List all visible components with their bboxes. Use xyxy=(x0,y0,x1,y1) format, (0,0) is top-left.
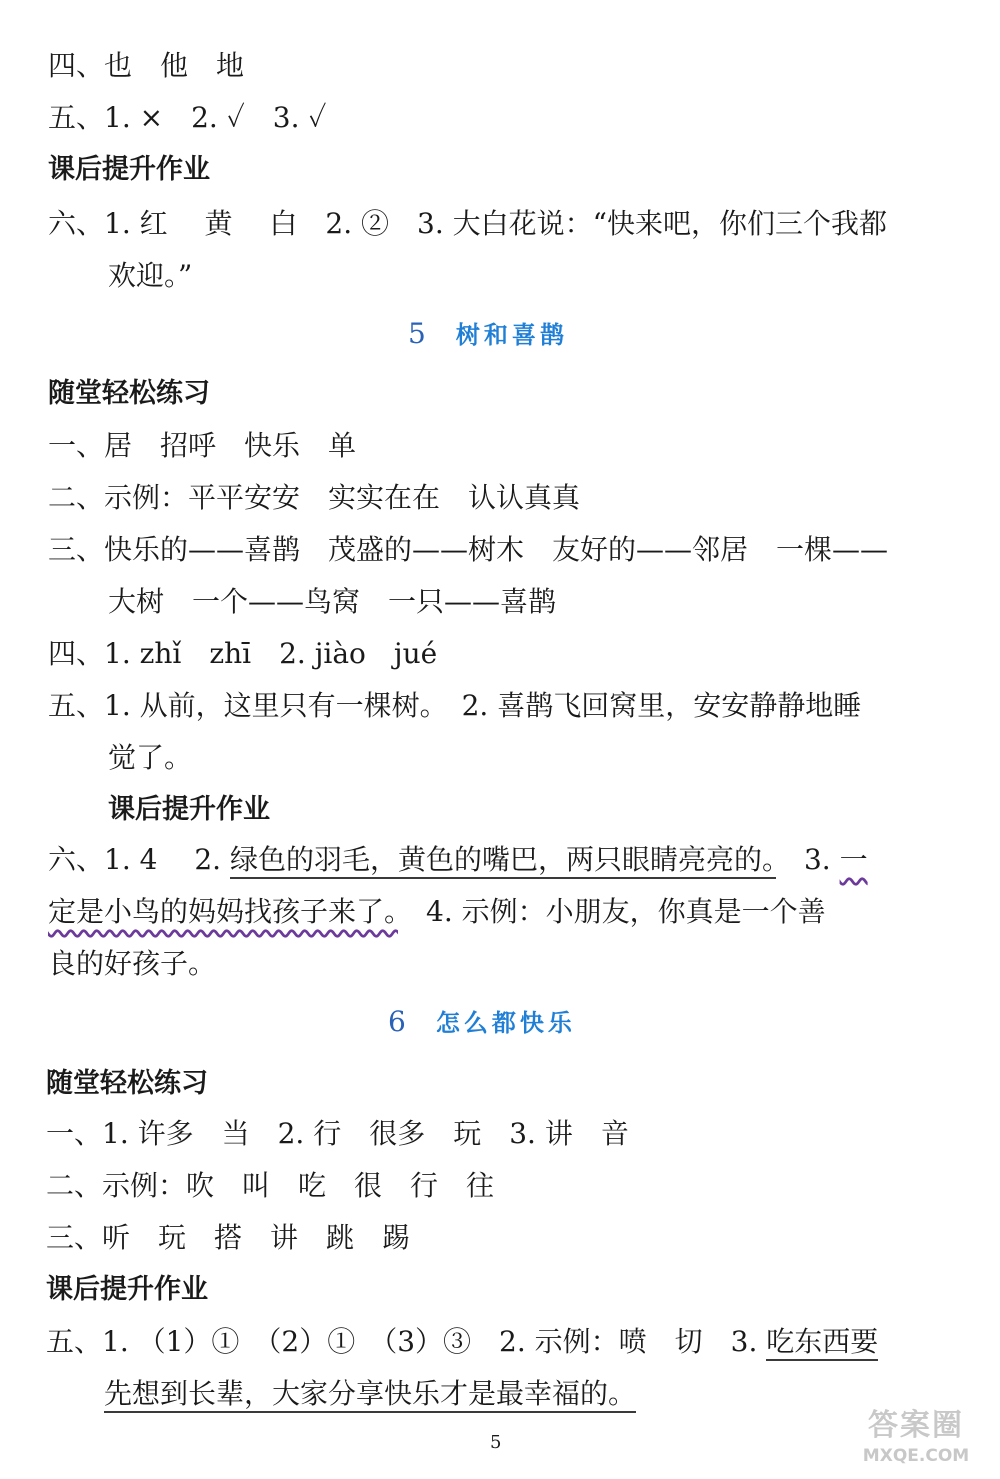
wavy-underlined-answer: 一 xyxy=(839,843,868,876)
lesson-name: 树和喜鹊 xyxy=(455,321,568,349)
section-heading-practice: 随堂轻松练习 xyxy=(48,378,210,409)
answer-line-wu-2-cont: 觉了。 xyxy=(108,741,193,774)
text-segment: 4. 示例：小朋友，你真是一个善 xyxy=(398,895,826,928)
answer-line-liu-cont: 欢迎。” xyxy=(108,259,193,292)
answer-line-wu-3 xyxy=(46,1322,960,1362)
watermark-url: MXQE.COM xyxy=(862,1446,970,1466)
section-heading-practice-2: 随堂轻松练习 xyxy=(46,1068,208,1099)
answer-line-yi-2: 一、1. 许多 当 2. 行 很多 玩 3. 讲 音 xyxy=(46,1117,629,1150)
lesson-number: 5 xyxy=(408,317,426,350)
underlined-answer: 先想到长辈，大家分享快乐才是最幸福的。 xyxy=(104,1377,636,1413)
text-segment: 五、1. （1）① （2）① （3）③ 2. 示例：喷 切 3. xyxy=(46,1325,767,1358)
answer-line-wu-3-cont xyxy=(104,1374,960,1414)
wavy-underlined-answer: 定是小鸟的妈妈找孩子来了。 xyxy=(48,895,399,928)
watermark-logo xyxy=(846,1408,986,1474)
answer-line-wu-2: 五、1. 从前，这里只有一棵树。 2. 喜鹊飞回窝里，安安静静地睡 xyxy=(48,689,862,722)
page-number: 5 xyxy=(490,1432,502,1453)
lesson-title-6 xyxy=(388,1002,576,1043)
section-heading-homework-2: 课后提升作业 xyxy=(108,794,270,825)
underlined-answer: 绿色的羽毛，黄色的嘴巴，两只眼睛亮亮的。 xyxy=(230,843,776,879)
answer-line-liu-2-end: 良的好孩子。 xyxy=(48,947,217,980)
answer-line-yi: 一、居 招呼 快乐 单 xyxy=(48,429,357,462)
answer-line-si: 四、也 他 地 xyxy=(48,49,245,82)
answer-line-liu-2-cont xyxy=(48,892,960,932)
answer-line-san: 三、快乐的——喜鹊 茂盛的——树木 友好的——邻居 一棵—— xyxy=(48,533,889,566)
answer-line-si-pinyin: 四、1. zhǐ zhī 2. jiào jué xyxy=(48,637,438,670)
answer-line-liu: 六、1. 红 黄 白 2. ② 3. 大白花说：“快来吧，你们三个我都 xyxy=(48,207,887,240)
answer-line-san-2: 三、听 玩 搭 讲 跳 踢 xyxy=(46,1221,411,1254)
section-heading-homework: 课后提升作业 xyxy=(48,154,210,185)
underlined-answer: 吃东西要 xyxy=(766,1325,878,1361)
watermark-text: 答案圈 xyxy=(868,1408,964,1443)
answer-line-liu-2 xyxy=(48,840,960,880)
text-segment: 3. xyxy=(775,843,840,876)
answer-line-er: 二、示例：平平安安 实实在在 认认真真 xyxy=(48,481,581,514)
answer-line-er-2: 二、示例：吹 叫 吃 很 行 往 xyxy=(46,1169,495,1202)
text-segment: 六、1. 4 2. xyxy=(48,843,230,876)
lesson-title-5 xyxy=(408,314,568,355)
answer-line-wu: 五、1. × 2. ✓ 3. ✓ xyxy=(48,101,327,134)
lesson-name: 怎么都快乐 xyxy=(435,1009,576,1037)
answer-line-san-cont: 大树 一个——鸟窝 一只——喜鹊 xyxy=(108,585,557,618)
section-heading-homework-3: 课后提升作业 xyxy=(46,1274,208,1305)
lesson-number: 6 xyxy=(388,1005,406,1038)
